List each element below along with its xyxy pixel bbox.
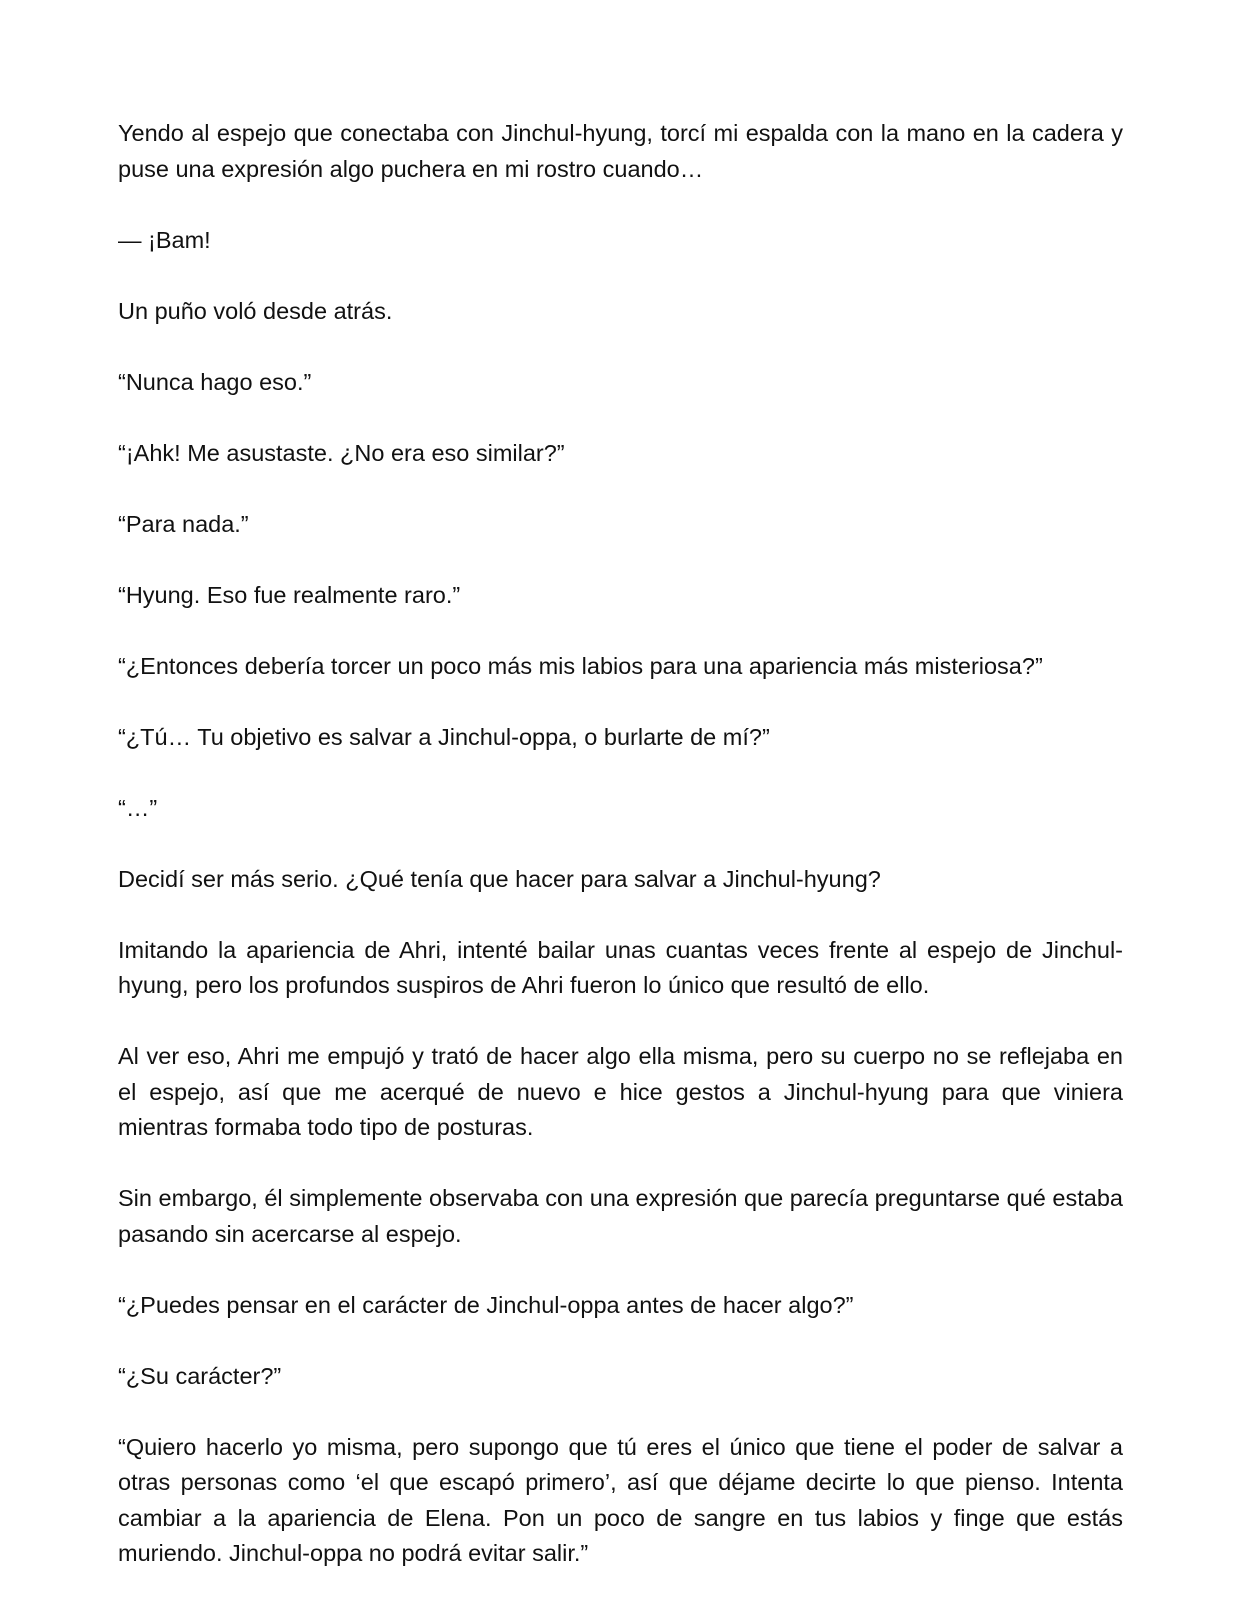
paragraph: Decidí ser más serio. ¿Qué tenía que hacer para salvar a Jinchul-hyung? (118, 865, 881, 892)
paragraph: “Hyung. Eso fue realmente raro.” (118, 581, 461, 608)
paragraph: — ¡Bam! (118, 226, 211, 253)
paragraph: “¿Puedes pensar en el carácter de Jinchul-oppa antes de hacer algo?” (118, 1291, 854, 1318)
paragraph: “¿Entonces debería torcer un poco más mis labios para una apariencia más misteriosa?” (118, 652, 1043, 679)
document-page (118, 116, 1123, 1572)
paragraph: “…” (118, 794, 158, 821)
paragraph: “Nunca hago eso.” (118, 368, 312, 395)
paragraph: Un puño voló desde atrás. (118, 297, 393, 324)
paragraph: “Para nada.” (118, 510, 249, 537)
paragraph: Yendo al espejo que conectaba con Jinchul-hyung, torcí mi espalda con la mano en la cadera y puse una expresión algo puchera en mi rostro cuando… (118, 120, 1123, 182)
paragraph: Sin embargo, él simplemente observaba con una expresión que parecía preguntarse qué estaba pasando sin acercarse al espejo. (118, 1185, 1123, 1247)
paragraph: “Quiero hacerlo yo misma, pero supongo que tú eres el único que tiene el poder de salvar a otras personas como ‘el que escapó primero’, así que déjame decirte lo que pienso. Intenta cambiar a la apariencia de Elena. Pon un poco de sangre en tus labios y finge que estás muriendo. Jinchul-oppa no podrá evitar salir.” (118, 1433, 1123, 1566)
paragraph: Imitando la apariencia de Ahri, intenté bailar unas cuantas veces frente al espejo de Jinchul-hyung, pero los profundos suspiros de Ahri fueron lo único que resultó de ello. (118, 936, 1123, 998)
paragraph: “¿Tú… Tu objetivo es salvar a Jinchul-oppa, o burlarte de mí?” (118, 723, 770, 750)
paragraph: Al ver eso, Ahri me empujó y trató de hacer algo ella misma, pero su cuerpo no se reflejaba en el espejo, así que me acerqué de nuevo e hice gestos a Jinchul-hyung para que viniera mientras formaba todo tipo de posturas. (118, 1043, 1123, 1140)
paragraph: “¡Ahk! Me asustaste. ¿No era eso similar?” (118, 439, 565, 466)
paragraph: “¿Su carácter?” (118, 1362, 282, 1389)
